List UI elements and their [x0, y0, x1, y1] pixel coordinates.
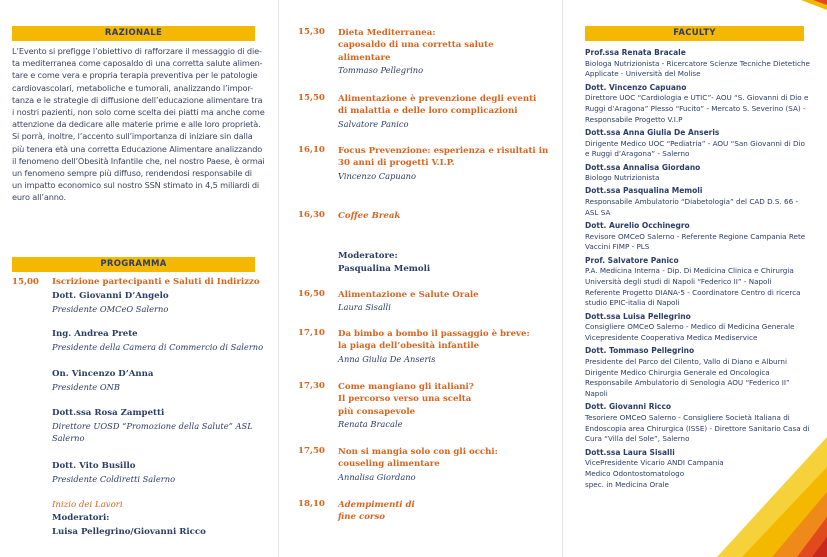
schedule-time: 18,10	[298, 499, 325, 509]
rationale-line: ta mediterranea come caposaldo di una corretta salute alimen-	[12, 58, 263, 69]
schedule-speaker: Salvatore Panico	[338, 118, 409, 129]
moderators-names: Luisa Pellegrino/Giovanni Ricco	[52, 527, 206, 537]
rationale-line: cardiovascolari, metaboliche e tumorali, analizzando l’impor-	[12, 82, 253, 93]
rationale-line: il fenomeno dell’Obesità Infantile che, nel nostro Paese, è ormai	[12, 155, 265, 166]
rationale-line: un fenomeno sempre più diffuso, rendendosi responsabile di	[12, 168, 252, 179]
schedule-title: Alimentazione è prevenzione degli eventi di malattia e delle loro complicazioni	[338, 94, 537, 117]
faculty-description: P.A. Medicina Interna - Dip. Di Medicina Clinica e Chirurgia Università degli studi di Napoli “Federico II” - Napoli Referente Progetto DIANA-5 - Coordinatore Centro di ricerca studio EPIC-italia di Napoli	[585, 266, 801, 308]
faculty-name: Dott.ssa Luisa Pellegrino	[585, 311, 691, 321]
start-label: Inizio dei Lavori	[52, 500, 123, 510]
schedule-time: 16,50	[298, 289, 325, 299]
faculty-description: Consigliere OMCeO Salerno - Medico di Medicina Generale Vicepresidente Cooperativa Medica Mediservice	[585, 322, 795, 343]
faculty-name: Dott. Vincenzo Capuano	[585, 82, 687, 92]
faculty-name: Dott. Giovanni Ricco	[585, 402, 672, 412]
faculty-name: Dott.ssa Annalisa Giordano	[585, 162, 701, 172]
rationale-line: più tenera età una corretta Educazione Alimentare analizzando	[12, 143, 263, 154]
faculty-list	[585, 48, 810, 493]
schedule-time: 15,50	[298, 93, 325, 103]
speaker-role: Direttore UOSD “Promozione della Salute” ASL	[52, 421, 253, 431]
faculty-name: Dott. Aurelio Occhinegro	[585, 221, 690, 231]
schedule-speaker: Renata Bracale	[338, 419, 403, 430]
faculty-description: Presidente del Parco del Cilento, Vallo di Diano e Alburni Dirigente Medico Chirurgia Generale ed Oncologica Responsabile Ambulatorio di Senologia AOU “Federico II” Napoli	[585, 356, 790, 399]
schedule-title: Da bimbo a bombo il passaggio è breve: la piaga dell’obesità infantile	[338, 329, 530, 352]
schedule-moderator: Moderatore: Pasqualina Memoli	[338, 251, 431, 274]
faculty-name: Dott.ssa Pasqualina Memoli	[585, 186, 703, 196]
schedule-speaker: Laura Sisalli	[338, 302, 391, 313]
schedule-title: Adempimenti di fine corso	[338, 500, 415, 523]
schedule-title: Come mangiano gli italiani? Il percorso verso una scelta più consapevole	[338, 382, 474, 417]
schedule-title: Alimentazione e Salute Orale	[338, 290, 479, 300]
programma-header: PROGRAMMA	[12, 257, 255, 272]
rationale-line: L’Evento si prefigge l’obiettivo di rafforzare il messaggio di die-	[12, 46, 262, 56]
schedule-title: Non si mangia solo con gli occhi: couseling alimentare	[338, 447, 498, 470]
faculty-member	[585, 402, 810, 445]
schedule-time: 17,10	[298, 328, 325, 338]
faculty-description: VicePresidente Vicario ANDI Campania Medico Odontostomatologo spec. in Medicina Orale	[585, 458, 724, 489]
schedule-column	[298, 0, 553, 557]
faculty-member	[585, 163, 810, 184]
faculty-header: FACULTY	[585, 26, 804, 41]
faculty-name: Prof. Salvatore Panico	[585, 255, 679, 265]
faculty-description: Direttore UOC “Cardiologia e UTIC”- AOU “S. Giovanni di Dio e Ruggi d’Aragona” Plesso “Fucito” - Mercato S. Severino (SA) - Responsabile Progetto V.I.P	[585, 93, 809, 124]
schedule-speaker: Vincenzo Capuano	[338, 170, 416, 181]
schedule-speaker: Tommaso Pellegrino	[338, 65, 424, 76]
moderators-label: Moderatori:	[52, 513, 110, 523]
faculty-description: Revisore OMCeO Salerno - Referente Regione Campania Rete Vaccini FIMP - PLS	[585, 231, 806, 252]
rationale-line: Si porrà, inoltre, l’accento sull’importanza di iniziare sin dalla	[12, 131, 253, 142]
speaker-role: Presidente Coldiretti Salerno	[52, 474, 176, 484]
faculty-description: Dirigente Medico UOC “Pediatria” - AOU “San Giovanni di Dio e Ruggi d’Aragona” - Salerno	[585, 138, 805, 159]
speaker-role: Presidente della Camera di Commercio di Salerno	[52, 342, 264, 352]
rationale-text	[12, 45, 265, 204]
schedule-title: Coffee Break	[338, 211, 401, 221]
schedule-time: 17,30	[298, 381, 325, 391]
rationale-line: tare e come vera e propria terapia preventiva per le patologie	[12, 70, 258, 81]
schedule-title: Dieta Mediterranea: caposaldo di una corretta salute alimentare	[338, 28, 494, 63]
speaker-role: Presidente ONB	[52, 382, 120, 392]
schedule-time: 16,10	[298, 145, 325, 155]
speaker-name: Ing. Andrea Prete	[52, 329, 138, 339]
faculty-member	[585, 312, 810, 344]
faculty-member	[585, 83, 810, 126]
column-divider	[278, 0, 279, 557]
speaker-name: Dott.ssa Rosa Zampetti	[52, 408, 165, 418]
faculty-description: Biologo Nutrizionista	[585, 173, 660, 183]
speaker-name: On. Vincenzo D’Anna	[52, 369, 154, 379]
speaker-role-continued: Salerno	[52, 433, 85, 443]
faculty-name: Dott.ssa Anna Giulia De Anseris	[585, 127, 720, 137]
corner-ribbon-top	[787, 0, 827, 20]
faculty-member	[585, 128, 810, 160]
faculty-member	[585, 186, 810, 218]
speaker-name: Dott. Giovanni D’Angelo	[52, 291, 169, 301]
faculty-name: Dott. Tommaso Pellegrino	[585, 346, 695, 356]
faculty-member	[585, 448, 810, 491]
rationale-line: un impatto economico sul nostro SSN stimato in 4,5 miliardi di	[12, 180, 260, 191]
schedule-time: 17,50	[298, 446, 325, 456]
programma-time: 15,00	[12, 277, 39, 287]
rationale-header: RAZIONALE	[12, 26, 255, 41]
rationale-line: i nostri pazienti, non solo come scelta dei piatti ma anche come	[12, 107, 265, 118]
column-divider	[562, 0, 563, 557]
speaker-name: Dott. Vito Busillo	[52, 461, 136, 471]
schedule-time: 15,30	[298, 27, 325, 37]
faculty-description: Tesoriere OMCeO Salerno - Consigliere Società Italiana di Endoscopia area Chirurgica (ISSE) - Direttore Sanitario Casa di Cura “Villa del Sole”, Salerno	[585, 413, 810, 444]
schedule-time: 16,30	[298, 210, 325, 220]
rationale-line: euro all’anno.	[12, 192, 66, 203]
faculty-name: Dott.ssa Laura Sisalli	[585, 447, 675, 457]
schedule-title: Focus Prevenzione: esperienza e risultati in 30 anni di progetti V.I.P.	[338, 146, 549, 169]
speaker-role: Presidente OMCeO Salerno	[52, 304, 169, 314]
schedule-speaker: Anna Giulia De Anseris	[338, 353, 436, 364]
rationale-line: tanza e le strategie di diffusione dell’educazione alimentare tra	[12, 94, 263, 105]
faculty-member	[585, 346, 810, 400]
programma-title: Iscrizione partecipanti e Saluti di Indirizzo	[52, 277, 260, 287]
faculty-member	[585, 48, 810, 80]
faculty-member	[585, 256, 810, 310]
rationale-line: attenzione da dedicare alle materie prime e alle loro proprietà.	[12, 119, 261, 130]
faculty-name: Prof.ssa Renata Bracale	[585, 48, 686, 57]
faculty-member	[585, 221, 810, 253]
schedule-speaker: Annalisa Giordano	[338, 471, 416, 482]
faculty-description: Biologa Nutrizionista - Ricercatore Scienze Tecniche Dietetiche Applicate - Università del Molise	[585, 58, 810, 79]
faculty-description: Responsabile Ambulatorio “Diabetologia” del CAD D.S. 66 - ASL SA	[585, 197, 799, 217]
